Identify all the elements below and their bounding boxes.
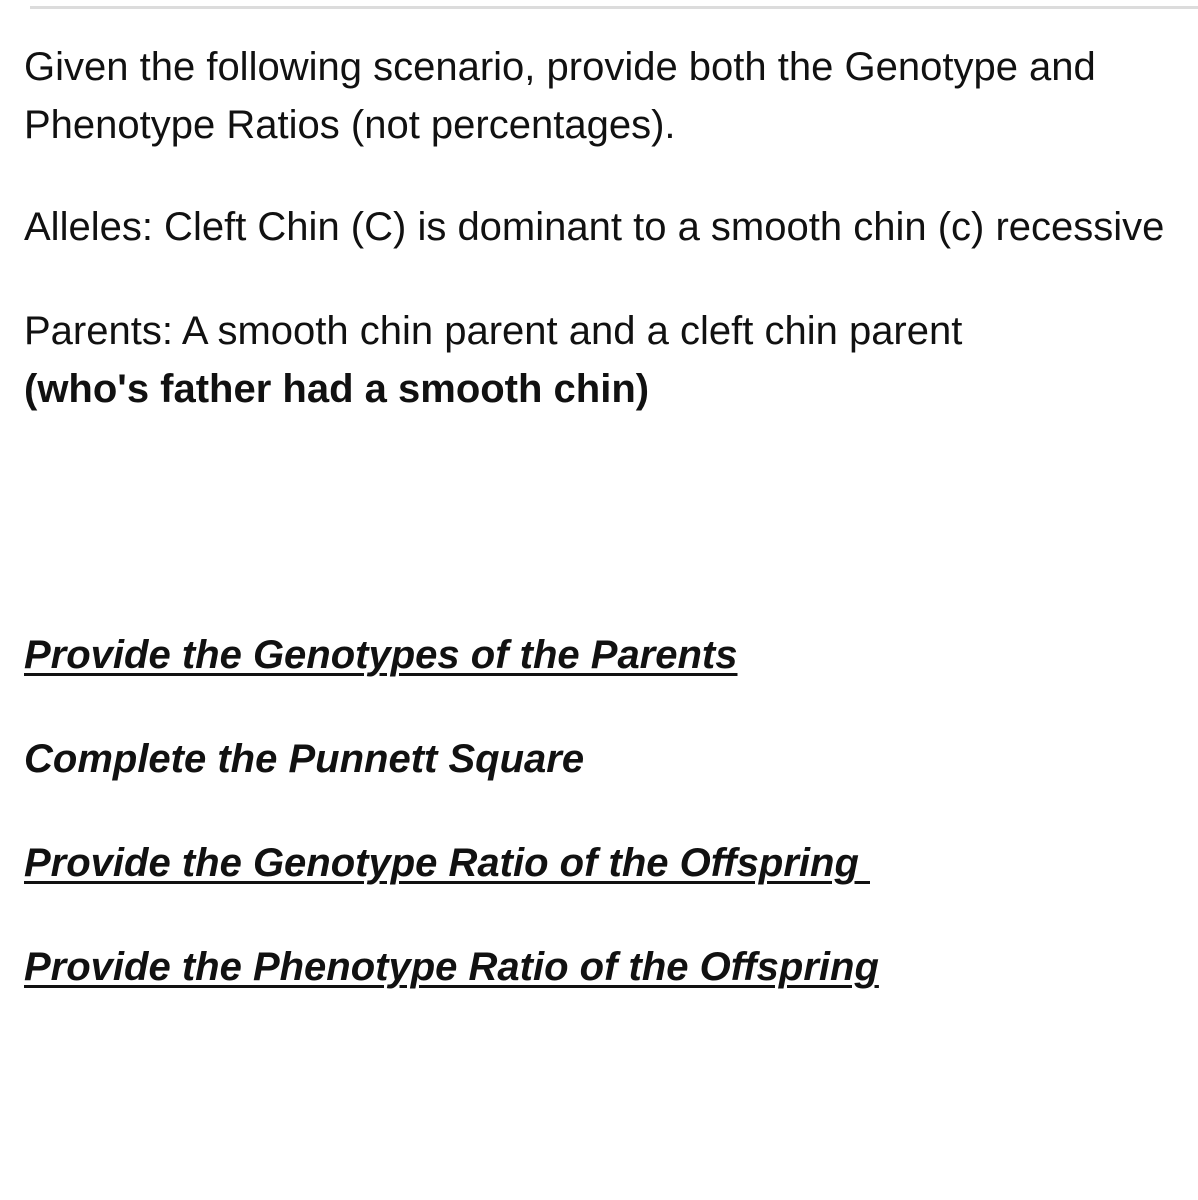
task-genotypes-parents: Provide the Genotypes of the Parents xyxy=(24,633,738,677)
task-phenotype-ratio: Provide the Phenotype Ratio of the Offspring xyxy=(24,945,879,989)
parents-text: Parents: A smooth chin parent and a cleft chin parent xyxy=(24,309,963,353)
parents-paragraph xyxy=(24,302,1184,418)
alleles-paragraph: Alleles: Cleft Chin (C) is dominant to a smooth chin (c) recessive xyxy=(24,205,1165,249)
intro-paragraph: Given the following scenario, provide both the Genotype and Phenotype Ratios (not percentages). xyxy=(24,45,1096,147)
task-punnett-square: Complete the Punnett Square xyxy=(24,737,585,781)
question-body xyxy=(24,38,1184,418)
task-list xyxy=(24,626,1184,1042)
task-genotype-ratio: Provide the Genotype Ratio of the Offspring xyxy=(24,841,870,885)
parents-note: (who's father had a smooth chin) xyxy=(24,367,650,411)
top-divider xyxy=(30,6,1198,9)
